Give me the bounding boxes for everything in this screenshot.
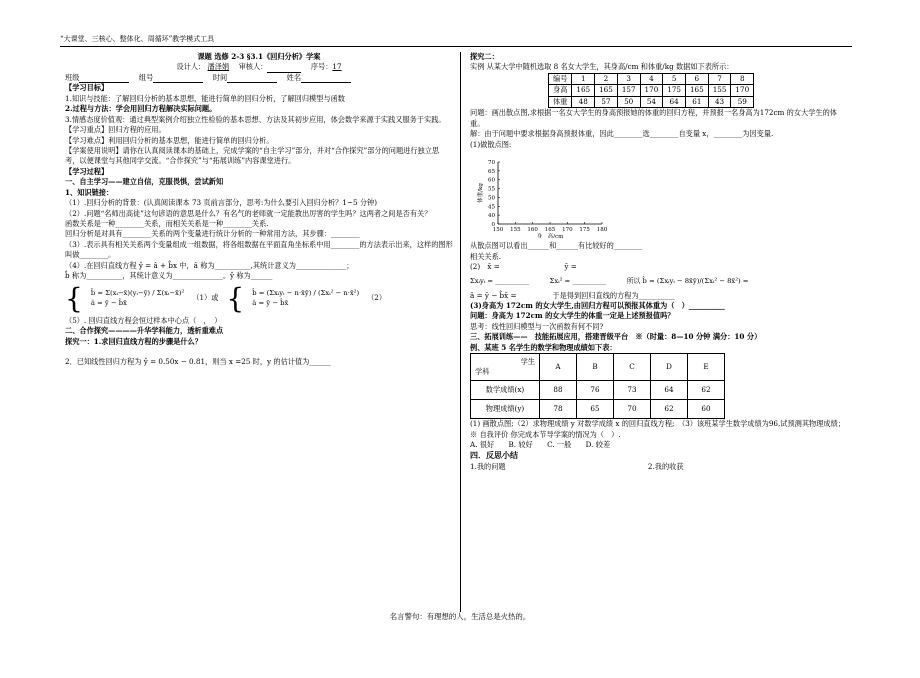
table-cell: 编号 [549, 73, 572, 84]
left-brace: { [226, 281, 245, 315]
think-text: 思考：线性回归模型与一次函数有何不同? [470, 321, 604, 331]
table-cell: 身高 [549, 85, 572, 96]
sums-label: 所以 [626, 276, 641, 285]
question-3: （3）.表示具有相关关系两个变量组成一组数据，将各组数据在平面直角坐标系中用________的方法表示出来，这样的图形叫做________。 [65, 239, 453, 260]
row-label: 物理成绩(y) [471, 400, 540, 419]
goal-item: 1.知识与技能：了解回归分析的基本思想，能进行简单的回归分析，了解回归模型与函数 [65, 93, 345, 103]
table-cell: 5 [663, 73, 686, 84]
left-brace: { [65, 281, 83, 315]
left-column [65, 52, 453, 367]
diagonal-header-cell [471, 354, 540, 381]
table-cell: 165 [685, 85, 708, 96]
table-header-row [471, 354, 725, 381]
tasks-text: (1) 画散点图;（2）求物理成绩 y 对数学成绩 x 的回归直线方程; （3）该班某学生数学成绩为96,试预测其物理成绩； [470, 419, 845, 429]
table-cell: 155 [708, 85, 731, 96]
section-4-title: 四．反思小结 [470, 450, 518, 461]
column-header: C [614, 354, 651, 381]
reviewer-blank[interactable] [267, 64, 301, 73]
key-point: 【学习重点】回归方程的应用。 [65, 125, 166, 135]
table-cell: 76 [577, 381, 614, 400]
y-tick-label: 50 [488, 195, 495, 202]
question-4b: b̂ 称为__________，其统计意义为______________。ŷ 称为______ [65, 271, 273, 281]
table-row [549, 73, 754, 84]
table-cell: 64 [663, 96, 686, 107]
header-student: 学生 [520, 356, 535, 366]
table-cell: 73 [614, 381, 651, 400]
knowledge-link: 1、知识链接： [65, 187, 114, 197]
table-cell: 体重 [549, 96, 572, 107]
table-cell: 60 [688, 400, 725, 419]
serial-label: 序号： [310, 62, 333, 72]
y-tick-label: 0 [491, 221, 495, 228]
scatter-chart [474, 152, 614, 238]
question-5: （5）. 回归直线方程会恒过样本中心点（ ， ） [65, 315, 222, 325]
column-header: E [688, 354, 725, 381]
x-tick-label: 160 [527, 226, 538, 233]
score-table [470, 353, 725, 419]
scatter-title: (1)做散点图: [470, 139, 512, 149]
goal-item: 2.过程与方法：学会用回归方程解决实际问题。 [65, 104, 217, 114]
class-line [65, 73, 453, 83]
table-cell: 157 [617, 85, 640, 96]
sums-line: Σxᵢyᵢ = __________ Σxᵢ² = __________ 所以 b̂ = (Σxᵢyᵢ − 8x̄ȳ)/(Σxᵢ² − 8x̄²) = [470, 276, 749, 285]
table-cell: 2 [595, 73, 618, 84]
section-1-title: 一、自主学习——建立自信，克服畏惧，尝试新知 [65, 177, 224, 187]
question-2a: 函数关系是一种________关系，而相关关系是一种________关系. [65, 219, 269, 228]
x-tick-label: 175 [579, 226, 590, 233]
table-row [549, 85, 754, 96]
x-tick-label: 155 [510, 226, 521, 233]
author-line [65, 62, 453, 72]
y-tick-label: 40 [488, 213, 495, 220]
class-label: 班级 [65, 72, 80, 82]
related-text: 相关关系. [470, 251, 502, 261]
my-question: 1.我的问题 [470, 462, 506, 472]
reviewer-label: 审核人： [238, 62, 268, 72]
table-cell: 62 [651, 400, 688, 419]
column-header: D [651, 354, 688, 381]
formula-or: （1）或 [192, 293, 219, 303]
table-cell: 6 [685, 73, 708, 84]
column-divider [460, 52, 461, 612]
designer-name: 潘泽娟 [207, 62, 230, 72]
regression-formulas [65, 281, 453, 315]
table-cell: 165 [572, 85, 595, 96]
table-cell: 62 [688, 381, 725, 400]
table-cell: 57 [595, 96, 618, 107]
problem-text: 问题：画出散点图,求根据一名女大学生的身高预报她的体重的回归方程，并预报一名身高为172cm 的女大学生的体重。 [470, 108, 837, 128]
self-evaluation: ※ 自我评价 你完成本节导学案的情况为（ ）. [470, 429, 621, 439]
scatter-comment: 从散点图可以看出______和______有比较好的________ [470, 241, 643, 251]
y-axis-label: 体重/kg [478, 183, 484, 203]
table-cell: 48 [572, 96, 595, 107]
table-cell: 4 [640, 73, 663, 84]
table-cell: 88 [540, 381, 577, 400]
y-tick-label: 65 [488, 168, 495, 175]
group-label: 组号 [138, 72, 154, 82]
page-header: “大课堂、三核心、整体化、周循环”教学模式工具 [60, 35, 215, 43]
x-tick-label: 180 [596, 226, 608, 233]
table-row [549, 96, 754, 107]
formula-2: b̂ = (Σxᵢyᵢ − n·x̄ȳ) / (Σxᵢ² − n·x̄²) â = ȳ − b̂x̄ [252, 288, 360, 307]
right-column [470, 52, 850, 473]
table-cell: 170 [731, 85, 754, 96]
formula-2-label: （2） [367, 293, 387, 303]
step-3: (3)身高为 172cm 的女大学生,由回归方程可以预报其体重为（ ）__________ [470, 300, 725, 310]
y-tick-label: 55 [488, 186, 495, 193]
header-rule [60, 46, 852, 47]
question-2: （2）.问题“名师出高徒”这句谚语的意思是什么？有名气的老师就一定能教出厉害的学生吗？这两者之间是否有关？ [65, 208, 432, 218]
table-cell: 61 [685, 96, 708, 107]
table-cell: 8 [731, 73, 754, 84]
serial-number: 17 [332, 62, 342, 72]
evaluation-options[interactable]: A. 很好 B. 较好 C. 一般 D. 较差 [470, 440, 611, 450]
y-tick-label: 60 [488, 177, 495, 184]
question-4a: （4）.在回归直线方程 ŷ = â + b̂x 中，â 称为__________,其统计意义为______________； [65, 260, 354, 270]
table-cell: 65 [577, 400, 614, 419]
y-tick-label: 70 [488, 159, 495, 166]
header-subject: 学科 [475, 367, 490, 377]
section-2-title: 二、合作探究————升华学科能力，透析重难点 [65, 326, 224, 336]
question-expected: 问题：身高为 172cm 的女大学生的体重一定是上述预报值吗？ [470, 311, 675, 321]
explore-2-title: 探究二： [470, 52, 499, 61]
lesson-title: 课题 选修 2-3 §3.1《回归分析》学案 [197, 52, 321, 61]
reflection-line [470, 462, 850, 472]
table-cell: 165 [595, 85, 618, 96]
step-2: (2) x̄ = ȳ = [470, 262, 577, 272]
table-row [471, 400, 725, 419]
my-gain: 2.我的收获 [647, 462, 684, 472]
table-cell: 1 [572, 73, 595, 84]
x-tick-label: 170 [562, 226, 573, 233]
difficult-point: 【学习难点】利用回归分析的基本思想，能进行简单的回归分析。 [65, 135, 274, 145]
x-tick-label: 150 [492, 226, 504, 233]
formula-1: b̂ = Σ(xᵢ−x̄)(yᵢ−ȳ) / Σ(xᵢ−x̄)² â = ȳ − b̂x̄ [90, 288, 185, 307]
column-header: B [577, 354, 614, 381]
table-cell: 170 [640, 85, 663, 96]
time-blank[interactable] [227, 74, 277, 83]
table-cell: 7 [708, 73, 731, 84]
table-cell: 70 [614, 400, 651, 419]
table-cell: 64 [651, 381, 688, 400]
footer-quote: 名言警句：有理想的人，生活总是火热的。 [389, 612, 531, 621]
example-intro: 实例 从某大学中随机选取 8 名女大学生，其身高/cm 和体重/kg 数据如下表所示： [470, 62, 734, 72]
table-cell: 54 [640, 96, 663, 107]
table-cell: 50 [617, 96, 640, 107]
table-cell: 175 [663, 85, 686, 96]
solution-text: 解：由于问题中要求根据身高预报体重，因此________选________自变量 x，________为因变量. [470, 129, 774, 139]
table-cell: 43 [708, 96, 731, 107]
example-2-intro: 例、某班 5 名学生的数学和物理成绩如下表： [470, 342, 617, 352]
data-table-1 [548, 73, 754, 108]
x-tick-label: 165 [544, 226, 556, 233]
table-cell: 78 [540, 400, 577, 419]
name-label: 姓名 [286, 72, 302, 82]
intercept-line: â = ȳ − b̂x̄ = 于是得到回归直线的方程为__________ [470, 290, 675, 300]
table-row [471, 381, 725, 400]
process-title: 【学习过程】 [65, 166, 109, 176]
designer-label: 设计人： [176, 62, 206, 72]
time-label: 时间 [212, 72, 228, 82]
goal-item: 3.情感态度价值观：通过典型案例介绍独立性检验的基本思想、方法及其初步应用，体会数学来源于实践又服务于实践。 [65, 114, 446, 124]
table-cell: 59 [731, 96, 754, 107]
question-2b: 回归分析是对具有________关系的两个变量进行统计分析的一种常用方法，其步骤：________ [65, 229, 360, 239]
y-tick-label: 45 [488, 204, 495, 211]
column-header: A [540, 354, 577, 381]
usage-note: 【学案使用说明】请你在认真阅读课本的基础上，完成学案的“自主学习”部分，并对“合作探究”部分的问题进行独立思考，以便课堂与其他同学交流。“合作探究”与“拓展训练”内容课堂进行。 [65, 145, 440, 166]
group-blank[interactable] [153, 74, 203, 83]
explore-2-question: 2．已知线性回归方程为 ŷ = 0.50x − 0.81，则当 x =25 时，y 的估计值为______ [65, 356, 331, 366]
row-label: 数学成绩(x) [471, 381, 540, 400]
class-blank[interactable] [79, 74, 129, 83]
explore-1: 探究一：1.求回归直线方程的步骤是什么？ [65, 336, 202, 346]
section-3-title: 三、拓展训练—— 技能拓展应用，搭建晋级平台 ※（时量：8—10 分钟 满分：10 分） [470, 332, 762, 342]
x-axis-label: 身 高/cm [536, 233, 564, 238]
name-blank[interactable] [301, 74, 351, 83]
goals-title: 【学习目标】 [65, 83, 109, 93]
question-1: （1）.回归分析的背景：(认真阅读课本 73 页前言部分，思考:为什么要引入回归分析？1~5 分钟) [65, 198, 377, 208]
table-cell: 3 [617, 73, 640, 84]
